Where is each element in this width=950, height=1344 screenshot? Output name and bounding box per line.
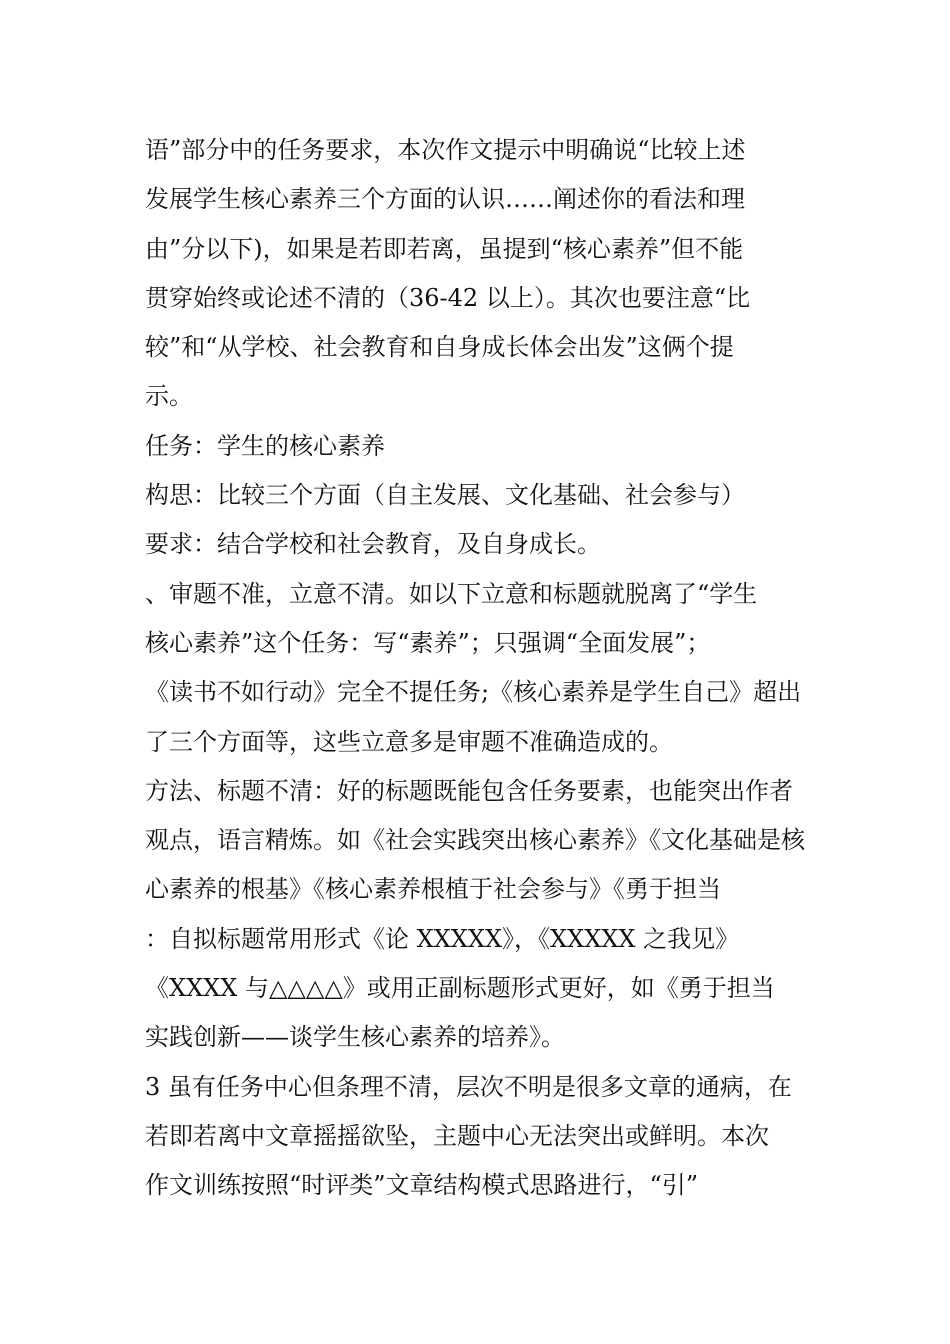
text-line: 若即若离中文章摇摇欲坠，主题中心无法突出或鲜明。本次 xyxy=(145,1121,769,1150)
text-line: 3 虽有任务中心但条理不清，层次不明是很多文章的通病，在 xyxy=(145,1072,792,1101)
text-line: 发展学生核心素养三个方面的认识……阐述你的看法和理 xyxy=(145,185,745,214)
text-line: 示。 xyxy=(145,382,193,411)
text-line: 作文训练按照“时评类”文章结构模式思路进行，“引” xyxy=(145,1171,699,1200)
text-line: 要求：结合学校和社会教育，及自身成长。 xyxy=(145,530,601,559)
text-line: 实践创新——谈学生核心素养的培养》。 xyxy=(145,1023,565,1052)
text-line: 《XXXX 与△△△△》或用正副标题形式更好，如《勇于担当 xyxy=(145,974,775,1003)
text-line: 贯穿始终或论述不清的（36-42 以上）。其次也要注意“比 xyxy=(145,283,751,312)
text-line: 语”部分中的任务要求，本次作文提示中明确说“比较上述 xyxy=(145,136,746,164)
text-line: 、审题不准，立意不清。如以下立意和标题就脱离了“学生 xyxy=(145,579,758,608)
text-line: 由”分以下)，如果是若即若离，虽提到“核心素养”但不能 xyxy=(145,234,744,263)
text-line: 方法、标题不清：好的标题既能包含任务要素，也能突出作者 xyxy=(145,776,793,805)
text-line: 观点，语言精炼。如《社会实践突出核心素养》《文化基础是核 xyxy=(145,826,805,855)
text-line: 构思：比较三个方面（自主发展、文化基础、社会参与） xyxy=(145,481,745,510)
text-line: ：自拟标题常用形式《论 XXXXX》，《XXXXX 之我见》 xyxy=(145,924,740,953)
text-line: 任务：学生的核心素养 xyxy=(145,431,385,460)
text-line: 心素养的根基》《核心素养根植于社会参与》《勇于担当 xyxy=(145,875,721,904)
body-text xyxy=(145,126,815,1211)
text-line: 《读书不如行动》完全不提任务;《核心素养是学生自己》超出 xyxy=(145,678,802,707)
text-line: 核心素养”这个任务：写“素养”；只强调“全面发展”； xyxy=(145,628,711,657)
text-line: 了三个方面等，这些立意多是审题不准确造成的。 xyxy=(145,727,673,756)
text-line: 较”和“从学校、社会教育和自身成长体会出发”这俩个提 xyxy=(145,333,734,362)
